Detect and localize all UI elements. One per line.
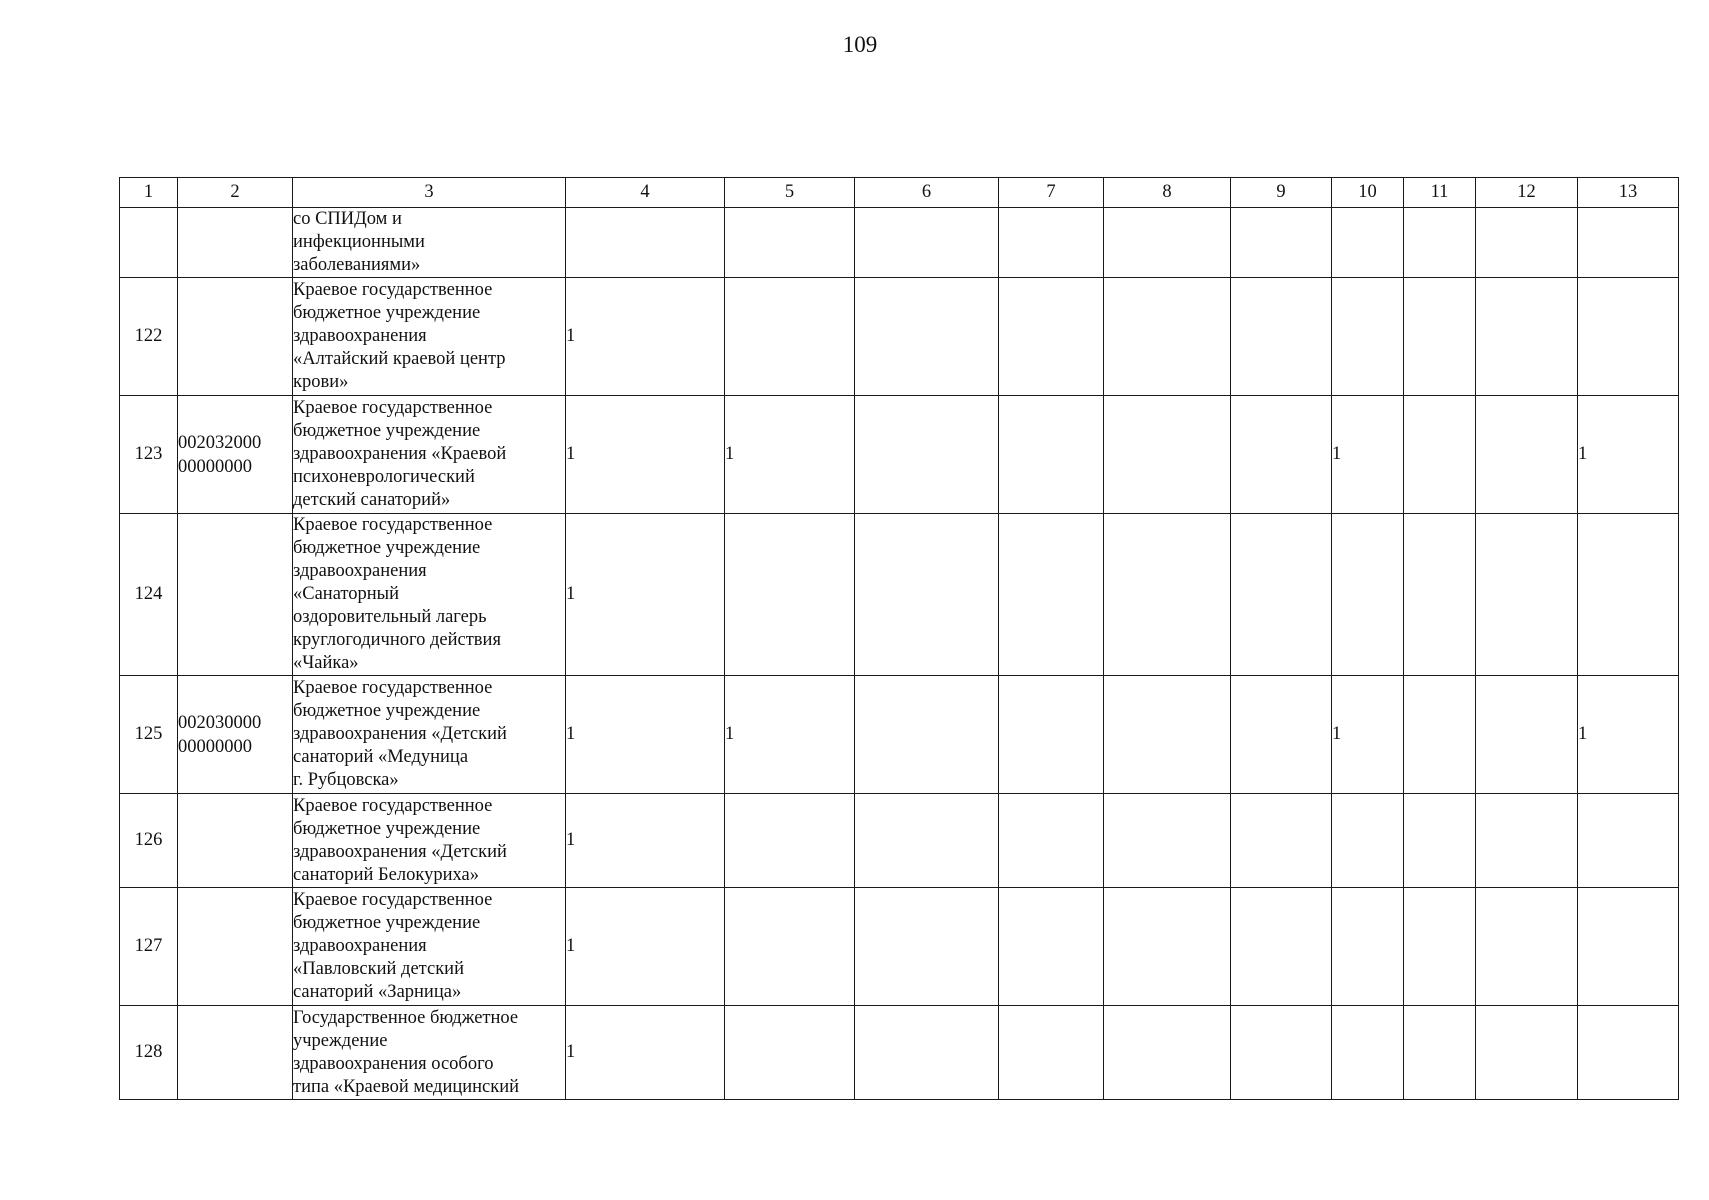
value-cell-col-10 bbox=[1332, 208, 1404, 278]
institution-name-line: «Санаторный bbox=[293, 584, 400, 604]
institution-name-line: типа «Краевой медицинский bbox=[293, 1076, 520, 1097]
column-header-7: 7 bbox=[999, 178, 1104, 208]
table-body bbox=[120, 208, 1679, 1100]
institution-name-line: бюджетное учреждение bbox=[293, 913, 481, 933]
row-code-line: 00000000 bbox=[178, 736, 252, 757]
value-cell-col-12 bbox=[1476, 208, 1578, 278]
institution-name-line: здравоохранения bbox=[293, 561, 427, 581]
row-code bbox=[178, 1006, 293, 1100]
value-cell-col-11 bbox=[1404, 1006, 1476, 1100]
institution-name-line: круглогодичного действия bbox=[293, 630, 501, 650]
column-header-1: 1 bbox=[120, 178, 178, 208]
value-cell-col-8 bbox=[1104, 888, 1231, 1006]
value-cell-col-10 bbox=[1332, 514, 1404, 676]
value-cell-col-8 bbox=[1104, 514, 1231, 676]
value-cell-col-4: 1 bbox=[566, 794, 725, 888]
value-cell-col-5 bbox=[725, 888, 855, 1006]
row-code-line: 00000000 bbox=[178, 456, 252, 477]
value-cell-col-13 bbox=[1578, 794, 1679, 888]
value-cell-col-4: 1 bbox=[566, 278, 725, 396]
value-cell-col-7 bbox=[999, 208, 1104, 278]
column-header-9: 9 bbox=[1231, 178, 1332, 208]
value-cell-col-10 bbox=[1332, 794, 1404, 888]
institution-name-line: Краевое государственное bbox=[293, 678, 493, 698]
value-cell-col-13 bbox=[1578, 514, 1679, 676]
row-number: 125 bbox=[120, 676, 178, 794]
value-cell-col-13: 1 bbox=[1578, 396, 1679, 514]
row-number bbox=[120, 208, 178, 278]
value-cell-col-7 bbox=[999, 514, 1104, 676]
institution-name-line: «Алтайский краевой центр bbox=[293, 349, 506, 369]
value-cell-col-12 bbox=[1476, 514, 1578, 676]
row-code bbox=[178, 888, 293, 1006]
value-cell-col-8 bbox=[1104, 396, 1231, 514]
value-cell-col-6 bbox=[855, 676, 999, 794]
row-code-line: 002032000 bbox=[178, 432, 262, 453]
value-cell-col-4: 1 bbox=[566, 514, 725, 676]
value-cell-col-8 bbox=[1104, 208, 1231, 278]
table-row bbox=[120, 888, 1679, 1006]
value-cell-col-10 bbox=[1332, 888, 1404, 1006]
row-code bbox=[178, 794, 293, 888]
value-cell-col-12 bbox=[1476, 396, 1578, 514]
value-cell-col-10 bbox=[1332, 278, 1404, 396]
value-cell-col-4: 1 bbox=[566, 1006, 725, 1100]
table-row bbox=[120, 278, 1679, 396]
column-header-12: 12 bbox=[1476, 178, 1578, 208]
institution-name-line: Краевое государственное bbox=[293, 515, 493, 535]
institution-name-line: оздоровительный лагерь bbox=[293, 607, 487, 627]
value-cell-col-5 bbox=[725, 278, 855, 396]
value-cell-col-12 bbox=[1476, 278, 1578, 396]
institution-name-line: здравоохранения bbox=[293, 326, 427, 346]
institution-name-line: бюджетное учреждение bbox=[293, 818, 481, 839]
row-number: 128 bbox=[120, 1006, 178, 1100]
table-row bbox=[120, 396, 1679, 514]
row-number: 122 bbox=[120, 278, 178, 396]
value-cell-col-5 bbox=[725, 1006, 855, 1100]
row-institution-name bbox=[293, 676, 566, 794]
institution-name-line: заболеваниями» bbox=[293, 255, 421, 275]
institution-name-line: бюджетное учреждение bbox=[293, 701, 481, 721]
institution-name-line: «Чайка» bbox=[293, 653, 359, 673]
header-row bbox=[120, 178, 1679, 208]
institution-name-line: санаторий «Медуница bbox=[293, 747, 469, 767]
row-number: 124 bbox=[120, 514, 178, 676]
value-cell-col-7 bbox=[999, 278, 1104, 396]
row-code bbox=[178, 278, 293, 396]
row-institution-name bbox=[293, 1006, 566, 1100]
value-cell-col-13 bbox=[1578, 1006, 1679, 1100]
institution-name-line: Государственное бюджетное bbox=[293, 1007, 519, 1028]
row-code bbox=[178, 208, 293, 278]
value-cell-col-7 bbox=[999, 396, 1104, 514]
column-header-5: 5 bbox=[725, 178, 855, 208]
value-cell-col-11 bbox=[1404, 888, 1476, 1006]
value-cell-col-5: 1 bbox=[725, 676, 855, 794]
row-institution-name bbox=[293, 278, 566, 396]
value-cell-col-6 bbox=[855, 794, 999, 888]
value-cell-col-4: 1 bbox=[566, 396, 725, 514]
value-cell-col-9 bbox=[1231, 208, 1332, 278]
value-cell-col-8 bbox=[1104, 794, 1231, 888]
row-code bbox=[178, 396, 293, 514]
institution-name-line: учреждение bbox=[293, 1030, 388, 1051]
row-institution-name bbox=[293, 514, 566, 676]
row-number: 126 bbox=[120, 794, 178, 888]
institution-name-line: здравоохранения «Краевой bbox=[293, 444, 507, 464]
institution-name-line: психоневрологический bbox=[293, 467, 475, 487]
institution-name-line: бюджетное учреждение bbox=[293, 421, 481, 441]
institution-name-line: здравоохранения «Детский bbox=[293, 841, 507, 862]
row-number: 127 bbox=[120, 888, 178, 1006]
value-cell-col-8 bbox=[1104, 278, 1231, 396]
institution-name-line: Краевое государственное bbox=[293, 398, 493, 418]
institution-name-line: детский санаторий» bbox=[293, 490, 451, 510]
institution-name-line: бюджетное учреждение bbox=[293, 538, 481, 558]
institution-name-line: г. Рубцовска» bbox=[293, 770, 399, 790]
table-row bbox=[120, 794, 1679, 888]
row-number: 123 bbox=[120, 396, 178, 514]
value-cell-col-7 bbox=[999, 794, 1104, 888]
value-cell-col-7 bbox=[999, 888, 1104, 1006]
institution-name-line: инфекционными bbox=[293, 232, 425, 252]
value-cell-col-13 bbox=[1578, 888, 1679, 1006]
value-cell-col-12 bbox=[1476, 1006, 1578, 1100]
page-number: 109 bbox=[842, 32, 878, 57]
value-cell-col-11 bbox=[1404, 208, 1476, 278]
institution-name-line: бюджетное учреждение bbox=[293, 303, 481, 323]
value-cell-col-10: 1 bbox=[1332, 676, 1404, 794]
column-header-10: 10 bbox=[1332, 178, 1404, 208]
value-cell-col-8 bbox=[1104, 676, 1231, 794]
value-cell-col-11 bbox=[1404, 278, 1476, 396]
value-cell-col-5 bbox=[725, 208, 855, 278]
value-cell-col-11 bbox=[1404, 514, 1476, 676]
value-cell-col-10: 1 bbox=[1332, 396, 1404, 514]
value-cell-col-5: 1 bbox=[725, 396, 855, 514]
row-code bbox=[178, 676, 293, 794]
institution-name-line: «Павловский детский bbox=[293, 959, 464, 979]
table-row bbox=[120, 1006, 1679, 1100]
institution-name-line: здравоохранения «Детский bbox=[293, 724, 507, 744]
row-institution-name bbox=[293, 396, 566, 514]
table-row bbox=[120, 208, 1679, 278]
value-cell-col-6 bbox=[855, 1006, 999, 1100]
value-cell-col-5 bbox=[725, 514, 855, 676]
value-cell-col-4: 1 bbox=[566, 676, 725, 794]
row-code-line: 002030000 bbox=[178, 712, 262, 733]
value-cell-col-9 bbox=[1231, 888, 1332, 1006]
value-cell-col-6 bbox=[855, 396, 999, 514]
value-cell-col-6 bbox=[855, 208, 999, 278]
value-cell-col-6 bbox=[855, 278, 999, 396]
table-row bbox=[120, 676, 1679, 794]
value-cell-col-11 bbox=[1404, 676, 1476, 794]
value-cell-col-7 bbox=[999, 676, 1104, 794]
row-institution-name bbox=[293, 208, 566, 278]
value-cell-col-8 bbox=[1104, 1006, 1231, 1100]
value-cell-col-10 bbox=[1332, 1006, 1404, 1100]
value-cell-col-13 bbox=[1578, 278, 1679, 396]
value-cell-col-9 bbox=[1231, 1006, 1332, 1100]
table-row bbox=[120, 514, 1679, 676]
value-cell-col-12 bbox=[1476, 676, 1578, 794]
column-header-3: 3 bbox=[293, 178, 566, 208]
institution-name-line: санаторий Белокуриха» bbox=[293, 864, 479, 885]
value-cell-col-12 bbox=[1476, 794, 1578, 888]
value-cell-col-9 bbox=[1231, 514, 1332, 676]
row-code bbox=[178, 514, 293, 676]
row-institution-name bbox=[293, 794, 566, 888]
institution-name-line: санаторий «Зарница» bbox=[293, 982, 462, 1002]
institution-name-line: со СПИДом и bbox=[293, 209, 402, 229]
column-header-11: 11 bbox=[1404, 178, 1476, 208]
institution-name-line: Краевое государственное bbox=[293, 890, 493, 910]
value-cell-col-9 bbox=[1231, 794, 1332, 888]
value-cell-col-13 bbox=[1578, 208, 1679, 278]
value-cell-col-4 bbox=[566, 208, 725, 278]
value-cell-col-6 bbox=[855, 514, 999, 676]
institution-name-line: Краевое государственное bbox=[293, 280, 493, 300]
value-cell-col-6 bbox=[855, 888, 999, 1006]
value-cell-col-11 bbox=[1404, 396, 1476, 514]
institution-name-line: здравоохранения особого bbox=[293, 1053, 494, 1074]
institution-name-line: здравоохранения bbox=[293, 936, 427, 956]
institution-name-line: крови» bbox=[293, 372, 349, 392]
institution-name-line: Краевое государственное bbox=[293, 795, 493, 816]
column-header-8: 8 bbox=[1104, 178, 1231, 208]
value-cell-col-7 bbox=[999, 1006, 1104, 1100]
table-header bbox=[120, 178, 1679, 208]
row-institution-name bbox=[293, 888, 566, 1006]
value-cell-col-12 bbox=[1476, 888, 1578, 1006]
value-cell-col-4: 1 bbox=[566, 888, 725, 1006]
value-cell-col-9 bbox=[1231, 278, 1332, 396]
column-header-6: 6 bbox=[855, 178, 999, 208]
column-header-13: 13 bbox=[1578, 178, 1679, 208]
column-header-2: 2 bbox=[178, 178, 293, 208]
value-cell-col-11 bbox=[1404, 794, 1476, 888]
value-cell-col-9 bbox=[1231, 676, 1332, 794]
value-cell-col-5 bbox=[725, 794, 855, 888]
value-cell-col-9 bbox=[1231, 396, 1332, 514]
column-header-4: 4 bbox=[566, 178, 725, 208]
value-cell-col-13: 1 bbox=[1578, 676, 1679, 794]
data-table bbox=[119, 177, 1679, 1100]
